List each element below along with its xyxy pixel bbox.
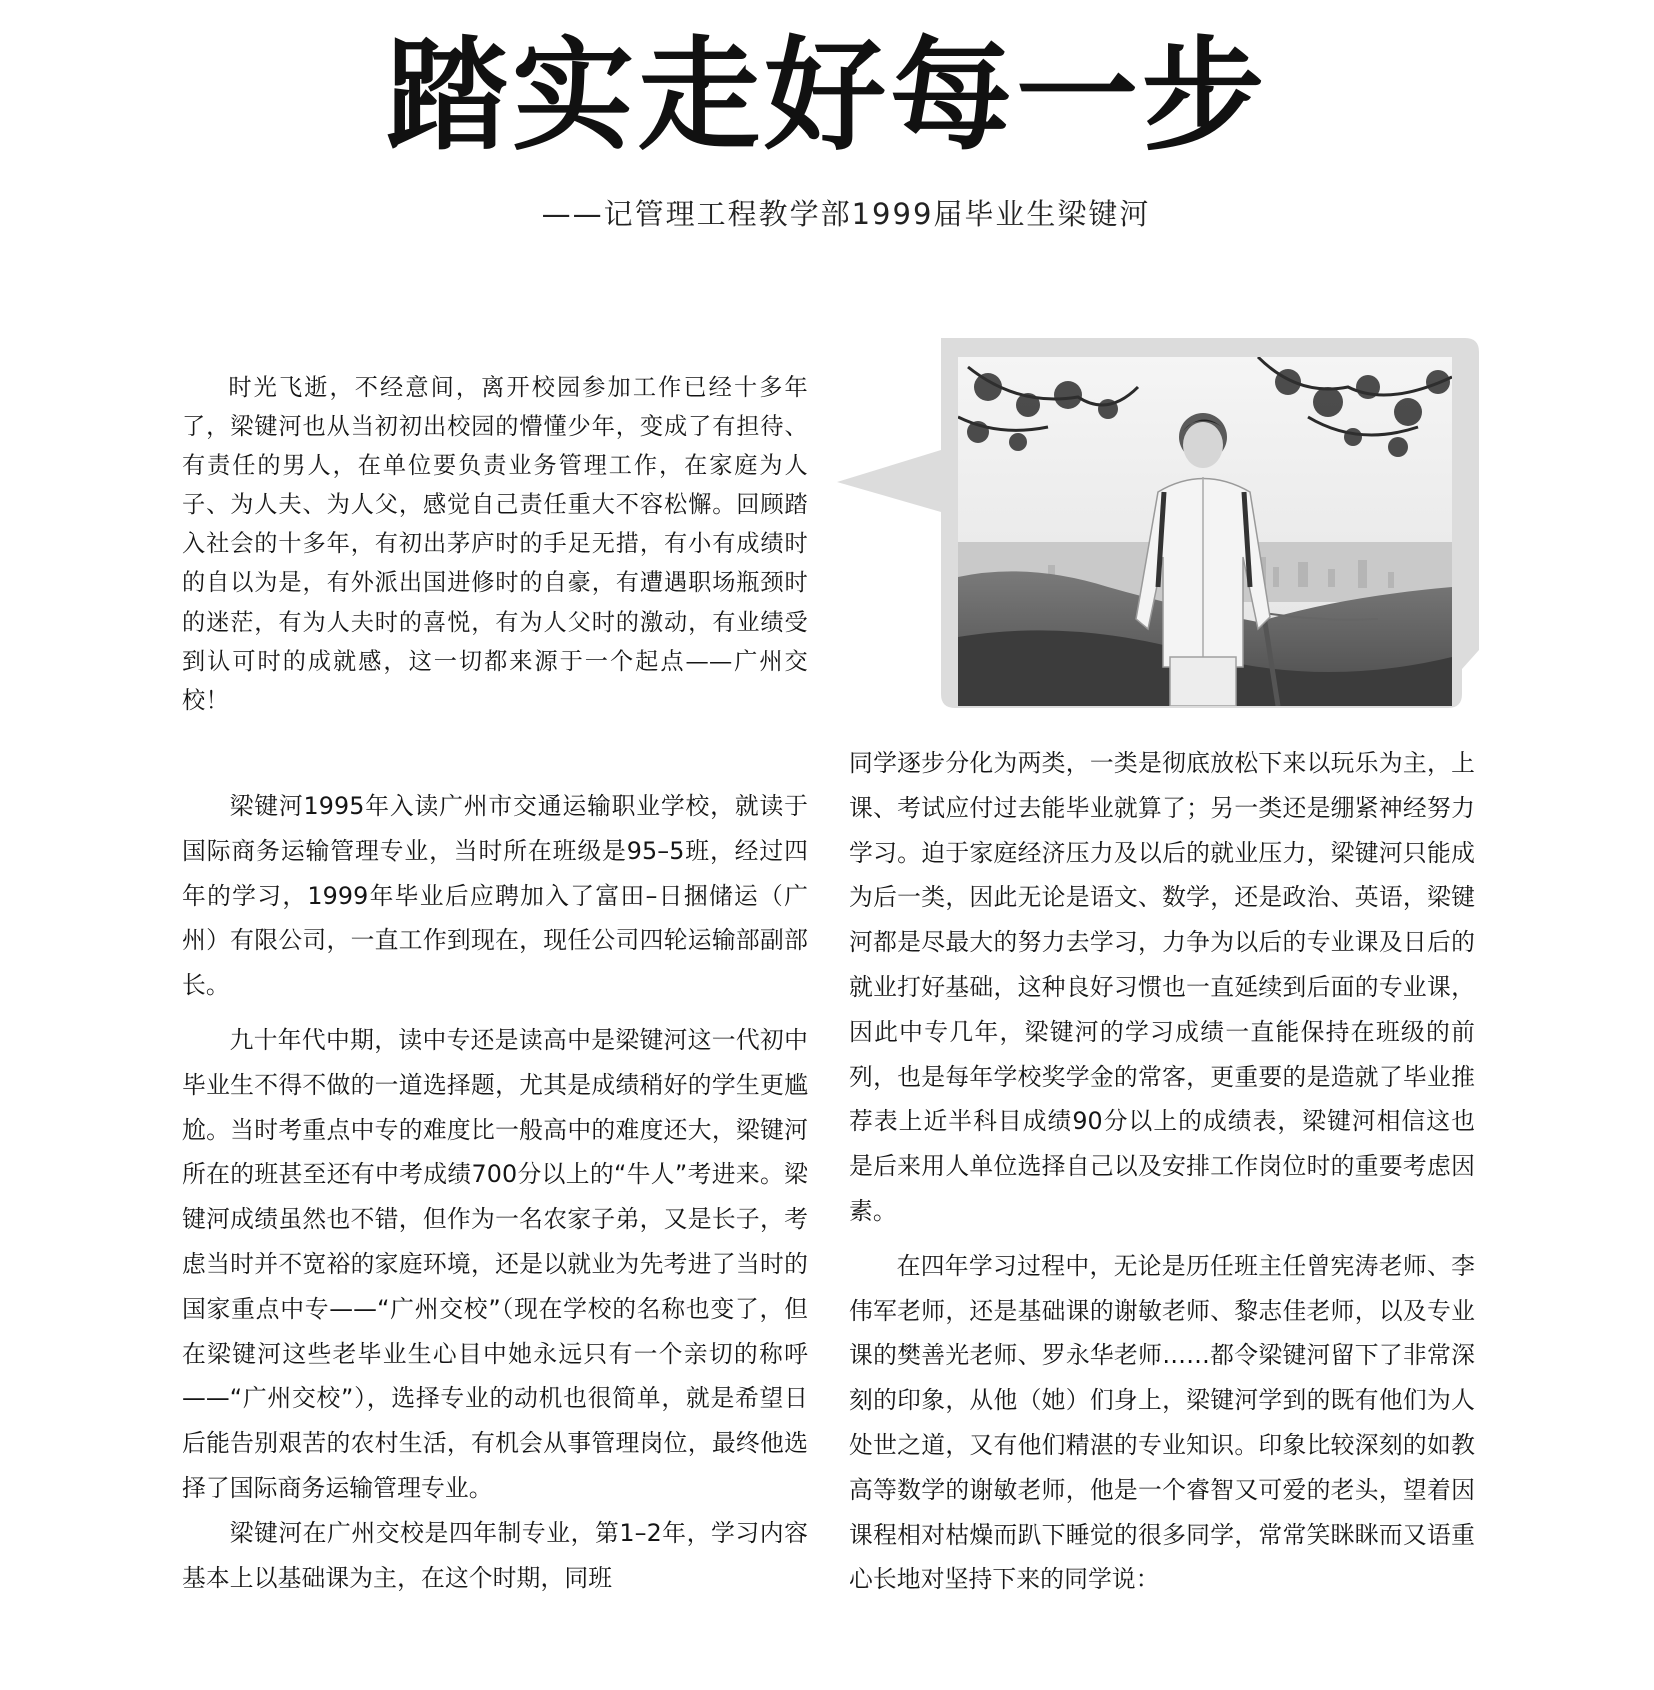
article-column-right <box>849 741 1475 1602</box>
lead-text: 时光飞逝，不经意间，离开校园参加工作已经十多年了，梁键河也从当初初出校园的懵懂少年，变成了有担待、有责任的男人，在单位要负责业务管理工作，在家庭为人子、为人夫、为人父，感觉自己责任重大不容松懈。回顾踏入社会的十多年，有初出茅庐时的手足无措，有小有成绩时的自以为是，有外派出国进修时的自豪，有遭遇职场瓶颈时的迷茫，有为人夫时的喜悦，有为人父时的激动，有业绩受到认可时的成就感，这一切都来源于一个起点——广州交校！ <box>182 374 808 714</box>
article-subtitle: ——记管理工程教学部1999届毕业生梁键河 <box>541 197 1151 231</box>
lead-paragraph <box>182 368 808 720</box>
article-paragraph: 在四年学习过程中，无论是历任班主任曾宪涛老师、李伟军老师，还是基础课的谢敏老师、黎志佳老师，以及专业课的樊善光老师、罗永华老师……都令梁键河留下了非常深刻的印象，从他（她）们身上，梁键河学到的既有他们为人处世之道，又有他们精湛的专业知识。印象比较深刻的如教高等数学的谢敏老师，他是一个睿智又可爱的老头，望着因课程相对枯燥而趴下睡觉的很多同学，常常笑眯眯而又语重心长地对坚持下来的同学说： <box>849 1251 1475 1594</box>
article-column-left <box>182 784 808 1600</box>
portrait-photo <box>958 357 1452 706</box>
article-title: 踏实走好每一步 <box>386 25 1268 167</box>
article-paragraph: 九十年代中期，读中专还是读高中是梁键河这一代初中毕业生不得不做的一道选择题，尤其是成绩稍好的学生更尴尬。当时考重点中专的难度比一般高中的难度还大，梁键河所在的班甚至还有中考成绩700分以上的“牛人”考进来。梁键河成绩虽然也不错，但作为一名农家子弟，又是长子，考虑当时并不宽裕的家庭环境，还是以就业为先考进了当时的国家重点中专——“广州交校”（现在学校的名称也变了，但在梁键河这些老毕业生心目中她永远只有一个亲切的称呼——“广州交校”），选择专业的动机也很简单，就是希望日后能告别艰苦的农村生活，有机会从事管理岗位，最终他选择了国际商务运输管理专业。 <box>182 1025 808 1502</box>
article-paragraph: 梁键河在广州交校是四年制专业，第1–2年，学习内容基本上以基础课为主，在这个时期，同班 <box>182 1518 808 1592</box>
article-paragraph: 梁键河1995年入读广州市交通运输职业学校，就读于国际商务运输管理专业，当时所在班级是95–5班，经过四年的学习，1999年毕业后应聘加入了富田–日捆储运（广州）有限公司，一直工作到现在，现任公司四轮运输部副部长。 <box>182 792 808 1000</box>
photo-illustration <box>958 357 1452 706</box>
article-paragraph: 同学逐步分化为两类，一类是彻底放松下来以玩乐为主，上课、考试应付过去能毕业就算了；另一类还是绷紧神经努力学习。迫于家庭经济压力及以后的就业压力，梁键河只能成为后一类，因此无论是语文、数学，还是政治、英语，梁键河都是尽最大的努力去学习，力争为以后的专业课及日后的就业打好基础，这种良好习惯也一直延续到后面的专业课，因此中专几年，梁键河的学习成绩一直能保持在班级的前列，也是每年学校奖学金的常客，更重要的是造就了毕业推荐表上近半科目成绩90分以上的成绩表，梁键河相信这也是后来用人单位选择自己以及安排工作岗位时的重要考虑因素。 <box>849 749 1475 1225</box>
